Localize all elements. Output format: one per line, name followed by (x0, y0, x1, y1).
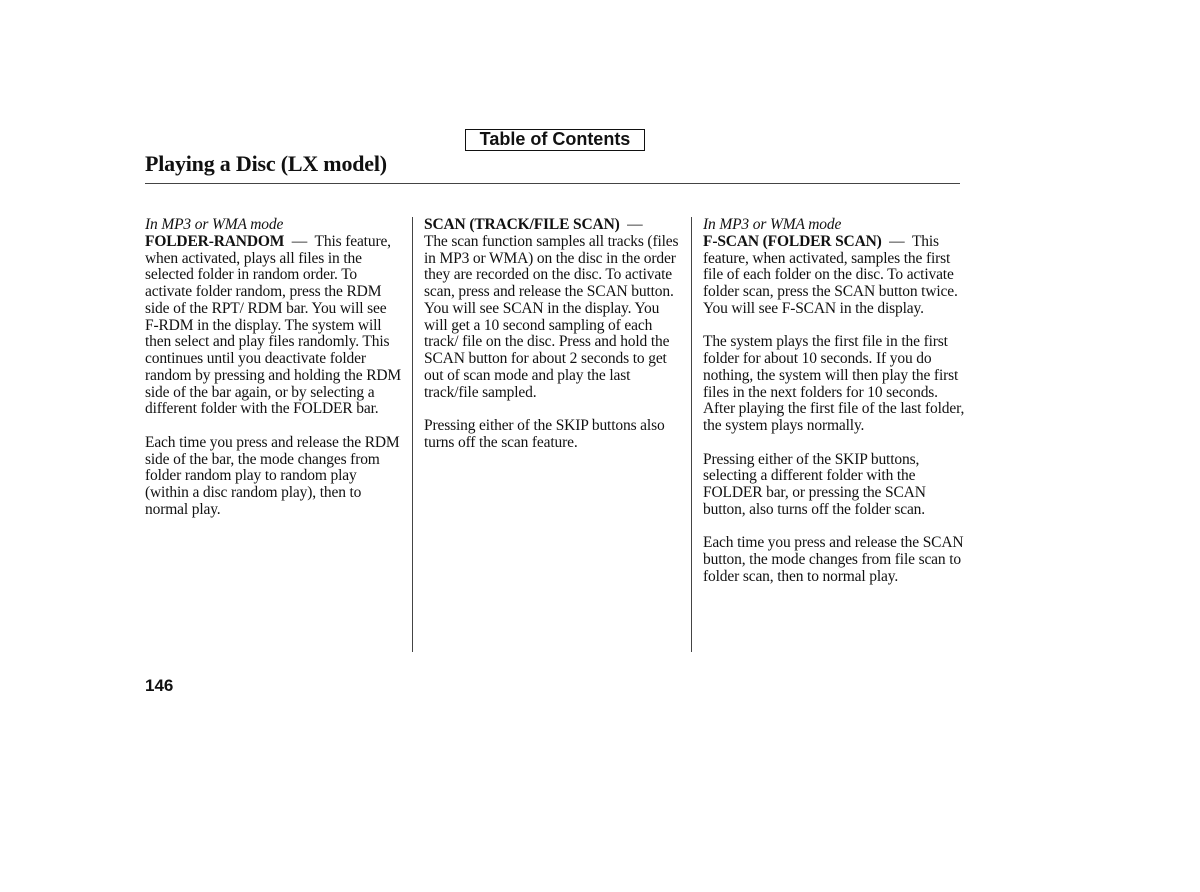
section-intro (703, 217, 965, 318)
paragraph: Each time you press and release the RDM side of the bar, the mode changes from folder random play to random play (within a disc random play), then to normal play. (145, 433, 400, 518)
mode-label: In MP3 or WMA mode (145, 216, 284, 233)
table-of-contents-button[interactable]: Table of Contents (465, 129, 645, 151)
section-text: The scan function samples all tracks (files in MP3 or WMA) on the disc in the order they are recorded on the disc. To activate scan, press and release the SCAN button. You will see SCAN in the display. You will get a 10 second sampling of each track/ file on the disc. Press and hold the SCAN button for about 2 seconds to get out of scan mode and play the last track/file sampled. (424, 232, 679, 401)
page-number: 146 (145, 676, 174, 695)
section-term: FOLDER-RANDOM (145, 232, 285, 250)
paragraph: The system plays the first file in the first folder for about 10 seconds. If you do nothing, the system will then play the first files in the next folders for 10 seconds. After playing the first file of the last folder, the system plays normally. (703, 333, 965, 434)
section-term: F-SCAN (FOLDER SCAN) (703, 232, 882, 250)
column-folder-scan (703, 217, 965, 586)
section-intro (145, 217, 403, 418)
section-intro (424, 217, 684, 401)
column-folder-random (145, 217, 403, 519)
paragraph: Each time you press and release the SCAN button, the mode changes from file scan to folder scan, then to normal play. (703, 534, 964, 585)
title-divider (145, 183, 960, 184)
section-term: SCAN (TRACK/FILE SCAN) (424, 216, 620, 233)
em-dash: — (291, 232, 308, 250)
column-divider-2 (691, 217, 692, 652)
section-text: This feature, when activated, plays all files in the selected folder in random order. To activate folder random, press the RDM side of the RPT/ RDM bar. You will see F-RDM in the display. The system will then select and play files randomly. This continues until you deactivate folder random by pressing and holding the RDM side of the bar again, or by selecting a different folder with the FOLDER bar. (145, 232, 402, 418)
column-divider-1 (412, 217, 413, 652)
column-scan (424, 217, 684, 452)
section-text: This feature, when activated, samples the first file of each folder on the disc. To activate folder scan, press the SCAN button twice. You will see F-SCAN in the display. (703, 232, 958, 317)
em-dash: — (627, 216, 643, 233)
page-title: Playing a Disc (LX model) (145, 151, 387, 176)
mode-label: In MP3 or WMA mode (703, 216, 842, 233)
paragraph: Pressing either of the SKIP buttons also turns off the scan feature. (424, 417, 665, 451)
em-dash: — (889, 232, 905, 250)
paragraph: Pressing either of the SKIP buttons, selecting a different folder with the FOLDER bar, or pressing the SCAN button, also turns off the folder scan. (703, 450, 926, 518)
